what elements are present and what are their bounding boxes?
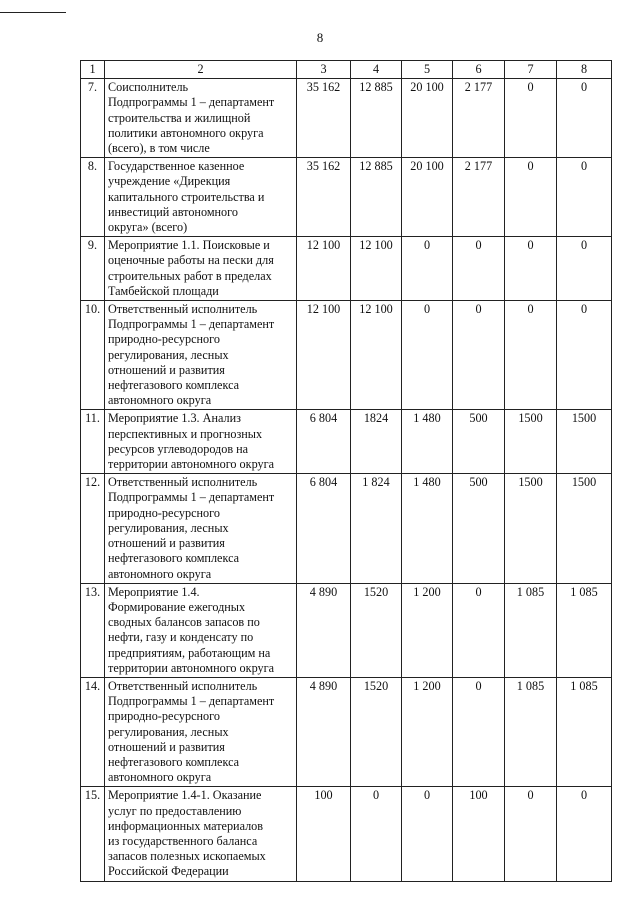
value-col-3: 35 162 (297, 79, 351, 158)
value-col-4: 12 885 (351, 79, 402, 158)
table-row (81, 677, 612, 786)
row-number: 11. (81, 410, 105, 474)
column-header: 8 (557, 61, 612, 79)
value-col-8: 0 (557, 301, 612, 410)
value-col-5: 1 480 (402, 410, 453, 474)
row-description: Мероприятие 1.4. Формирование ежегодных сводных балансов запасов по нефти, газу и конденсату по предприятиям, работающим на территории автономного округа (105, 583, 297, 677)
table-row (81, 301, 612, 410)
column-header: 5 (402, 61, 453, 79)
column-header: 6 (453, 61, 505, 79)
page-number: 8 (316, 30, 324, 45)
value-col-7: 0 (505, 301, 557, 410)
value-col-3: 6 804 (297, 410, 351, 474)
value-col-7: 1 085 (505, 583, 557, 677)
value-col-4: 12 100 (351, 301, 402, 410)
row-description: Соисполнитель Подпрограммы 1 – департамент строительства и жилищной политики автономного округа (всего), в том числе (105, 79, 297, 158)
value-col-3: 100 (297, 787, 351, 881)
value-col-8: 1 085 (557, 583, 612, 677)
value-col-6: 0 (453, 677, 505, 786)
value-col-4: 0 (351, 787, 402, 881)
row-description: Мероприятие 1.1. Поисковые и оценочные работы на пески для строительных работ в пределах Тамбейской площади (105, 237, 297, 301)
column-header: 2 (105, 61, 297, 79)
row-number: 8. (81, 158, 105, 237)
value-col-8: 0 (557, 787, 612, 881)
value-col-4: 12 885 (351, 158, 402, 237)
table-row (81, 583, 612, 677)
value-col-7: 0 (505, 79, 557, 158)
value-col-5: 0 (402, 237, 453, 301)
table-row (81, 237, 612, 301)
value-col-8: 0 (557, 237, 612, 301)
value-col-5: 0 (402, 301, 453, 410)
value-col-6: 500 (453, 410, 505, 474)
row-number: 10. (81, 301, 105, 410)
value-col-3: 4 890 (297, 677, 351, 786)
budget-table (80, 60, 612, 882)
row-description: Мероприятие 1.3. Анализ перспективных и прогнозных ресурсов углеводородов на территории автономного округа (105, 410, 297, 474)
row-description: Ответственный исполнитель Подпрограммы 1 – департамент природно-ресурсного регулирования, лесных отношений и развития нефтегазового комплекса автономного округа (105, 677, 297, 786)
value-col-8: 0 (557, 79, 612, 158)
value-col-6: 0 (453, 583, 505, 677)
row-number: 9. (81, 237, 105, 301)
value-col-4: 1 824 (351, 474, 402, 583)
value-col-7: 0 (505, 237, 557, 301)
row-number: 14. (81, 677, 105, 786)
column-header: 4 (351, 61, 402, 79)
table-row (81, 158, 612, 237)
value-col-5: 1 480 (402, 474, 453, 583)
value-col-7: 1500 (505, 410, 557, 474)
value-col-5: 0 (402, 787, 453, 881)
value-col-4: 12 100 (351, 237, 402, 301)
value-col-5: 20 100 (402, 79, 453, 158)
row-number: 7. (81, 79, 105, 158)
value-col-8: 1 085 (557, 677, 612, 786)
row-description: Государственное казенное учреждение «Дирекция капитального строительства и инвестиций автономного округа» (всего) (105, 158, 297, 237)
value-col-4: 1520 (351, 583, 402, 677)
value-col-8: 1500 (557, 410, 612, 474)
value-col-5: 20 100 (402, 158, 453, 237)
value-col-8: 0 (557, 158, 612, 237)
row-description: Ответственный исполнитель Подпрограммы 1 – департамент природно-ресурсного регулирования, лесных отношений и развития нефтегазового комплекса автономного округа (105, 474, 297, 583)
column-header: 7 (505, 61, 557, 79)
value-col-6: 100 (453, 787, 505, 881)
value-col-3: 4 890 (297, 583, 351, 677)
value-col-8: 1500 (557, 474, 612, 583)
value-col-7: 1500 (505, 474, 557, 583)
row-number: 15. (81, 787, 105, 881)
value-col-4: 1520 (351, 677, 402, 786)
value-col-5: 1 200 (402, 677, 453, 786)
value-col-3: 6 804 (297, 474, 351, 583)
value-col-5: 1 200 (402, 583, 453, 677)
value-col-3: 12 100 (297, 237, 351, 301)
top-rule (0, 12, 66, 13)
row-description: Мероприятие 1.4-1. Оказание услуг по предоставлению информационных материалов из государственного баланса запасов полезных ископаемых Российской Федерации (105, 787, 297, 881)
row-description: Ответственный исполнитель Подпрограммы 1 – департамент природно-ресурсного регулирования, лесных отношений и развития нефтегазового комплекса автономного округа (105, 301, 297, 410)
value-col-7: 1 085 (505, 677, 557, 786)
value-col-6: 2 177 (453, 158, 505, 237)
table-row (81, 787, 612, 881)
value-col-4: 1824 (351, 410, 402, 474)
column-header: 3 (297, 61, 351, 79)
table-row (81, 79, 612, 158)
row-number: 12. (81, 474, 105, 583)
value-col-7: 0 (505, 158, 557, 237)
table-row (81, 410, 612, 474)
value-col-6: 0 (453, 301, 505, 410)
value-col-3: 35 162 (297, 158, 351, 237)
value-col-6: 0 (453, 237, 505, 301)
table-row (81, 474, 612, 583)
column-header: 1 (81, 61, 105, 79)
value-col-7: 0 (505, 787, 557, 881)
value-col-6: 500 (453, 474, 505, 583)
row-number: 13. (81, 583, 105, 677)
table-header-row (81, 61, 612, 79)
value-col-6: 2 177 (453, 79, 505, 158)
value-col-3: 12 100 (297, 301, 351, 410)
